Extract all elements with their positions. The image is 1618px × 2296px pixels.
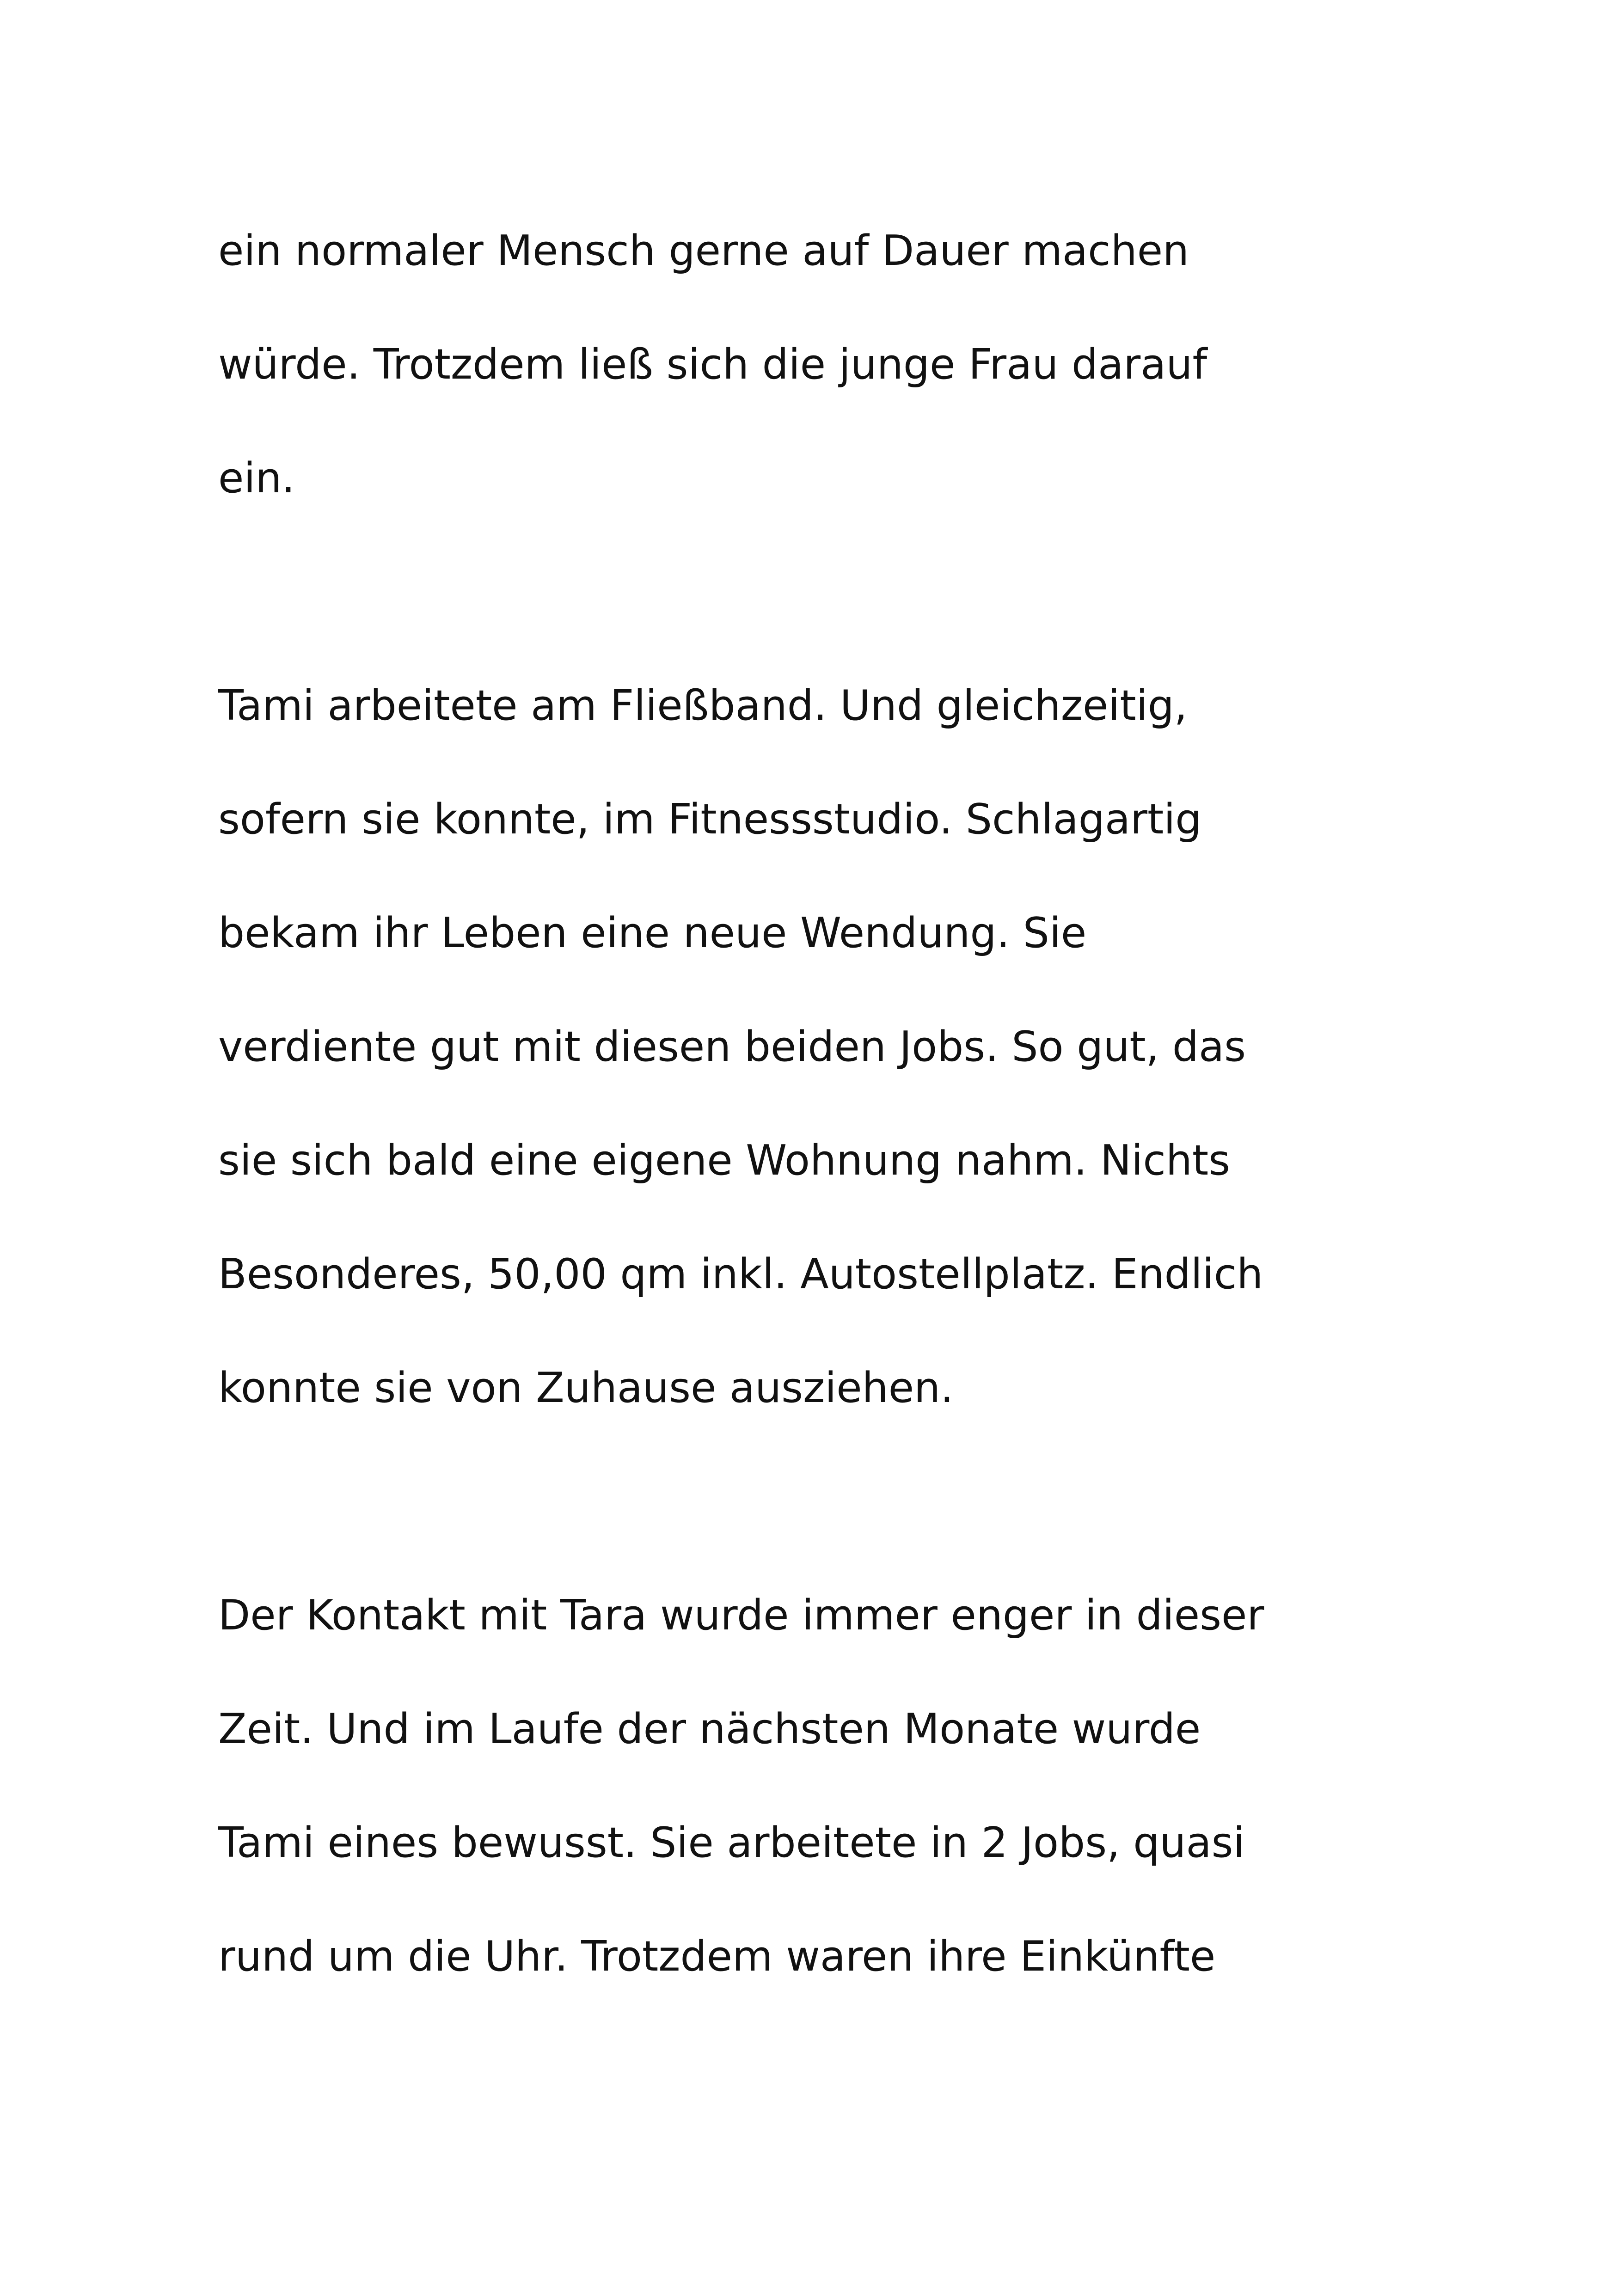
paragraph-2-line-6: Besonderes, 50,00 qm inkl. Autostellplatz. Endlich bbox=[218, 1250, 1263, 1298]
paragraph-2-line-2: sofern sie konnte, im Fitnessstudio. Schlagartig bbox=[218, 795, 1202, 844]
paragraph-2-line-4: verdiente gut mit diesen beiden Jobs. So gut, das bbox=[218, 1022, 1246, 1071]
paragraph-3-line-3: Tami eines bewusst. Sie arbeitete in 2 Jobs, quasi bbox=[218, 1818, 1245, 1867]
paragraph-2-line-5: sie sich bald eine eigene Wohnung nahm. Nichts bbox=[218, 1136, 1231, 1185]
paragraph-1-line-2: würde. Trotzdem ließ sich die junge Frau darauf bbox=[218, 340, 1207, 389]
paragraph-2-line-7: konnte sie von Zuhause ausziehen. bbox=[218, 1364, 954, 1412]
paragraph-3-line-1: Der Kontakt mit Tara wurde immer enger in dieser bbox=[218, 1591, 1264, 1640]
paragraph-3-line-2: Zeit. Und im Laufe der nächsten Monate wurde bbox=[218, 1705, 1201, 1753]
paragraph-2-line-3: bekam ihr Leben eine neue Wendung. Sie bbox=[218, 909, 1087, 957]
paragraph-1-line-3: ein. bbox=[218, 454, 295, 502]
paragraph-2-line-1: Tami arbeitete am Fließband. Und gleichzeitig, bbox=[218, 681, 1188, 730]
paragraph-1-line-1: ein normaler Mensch gerne auf Dauer machen bbox=[218, 227, 1189, 275]
paragraph-3-line-4: rund um die Uhr. Trotzdem waren ihre Einkünfte bbox=[218, 1932, 1216, 1981]
